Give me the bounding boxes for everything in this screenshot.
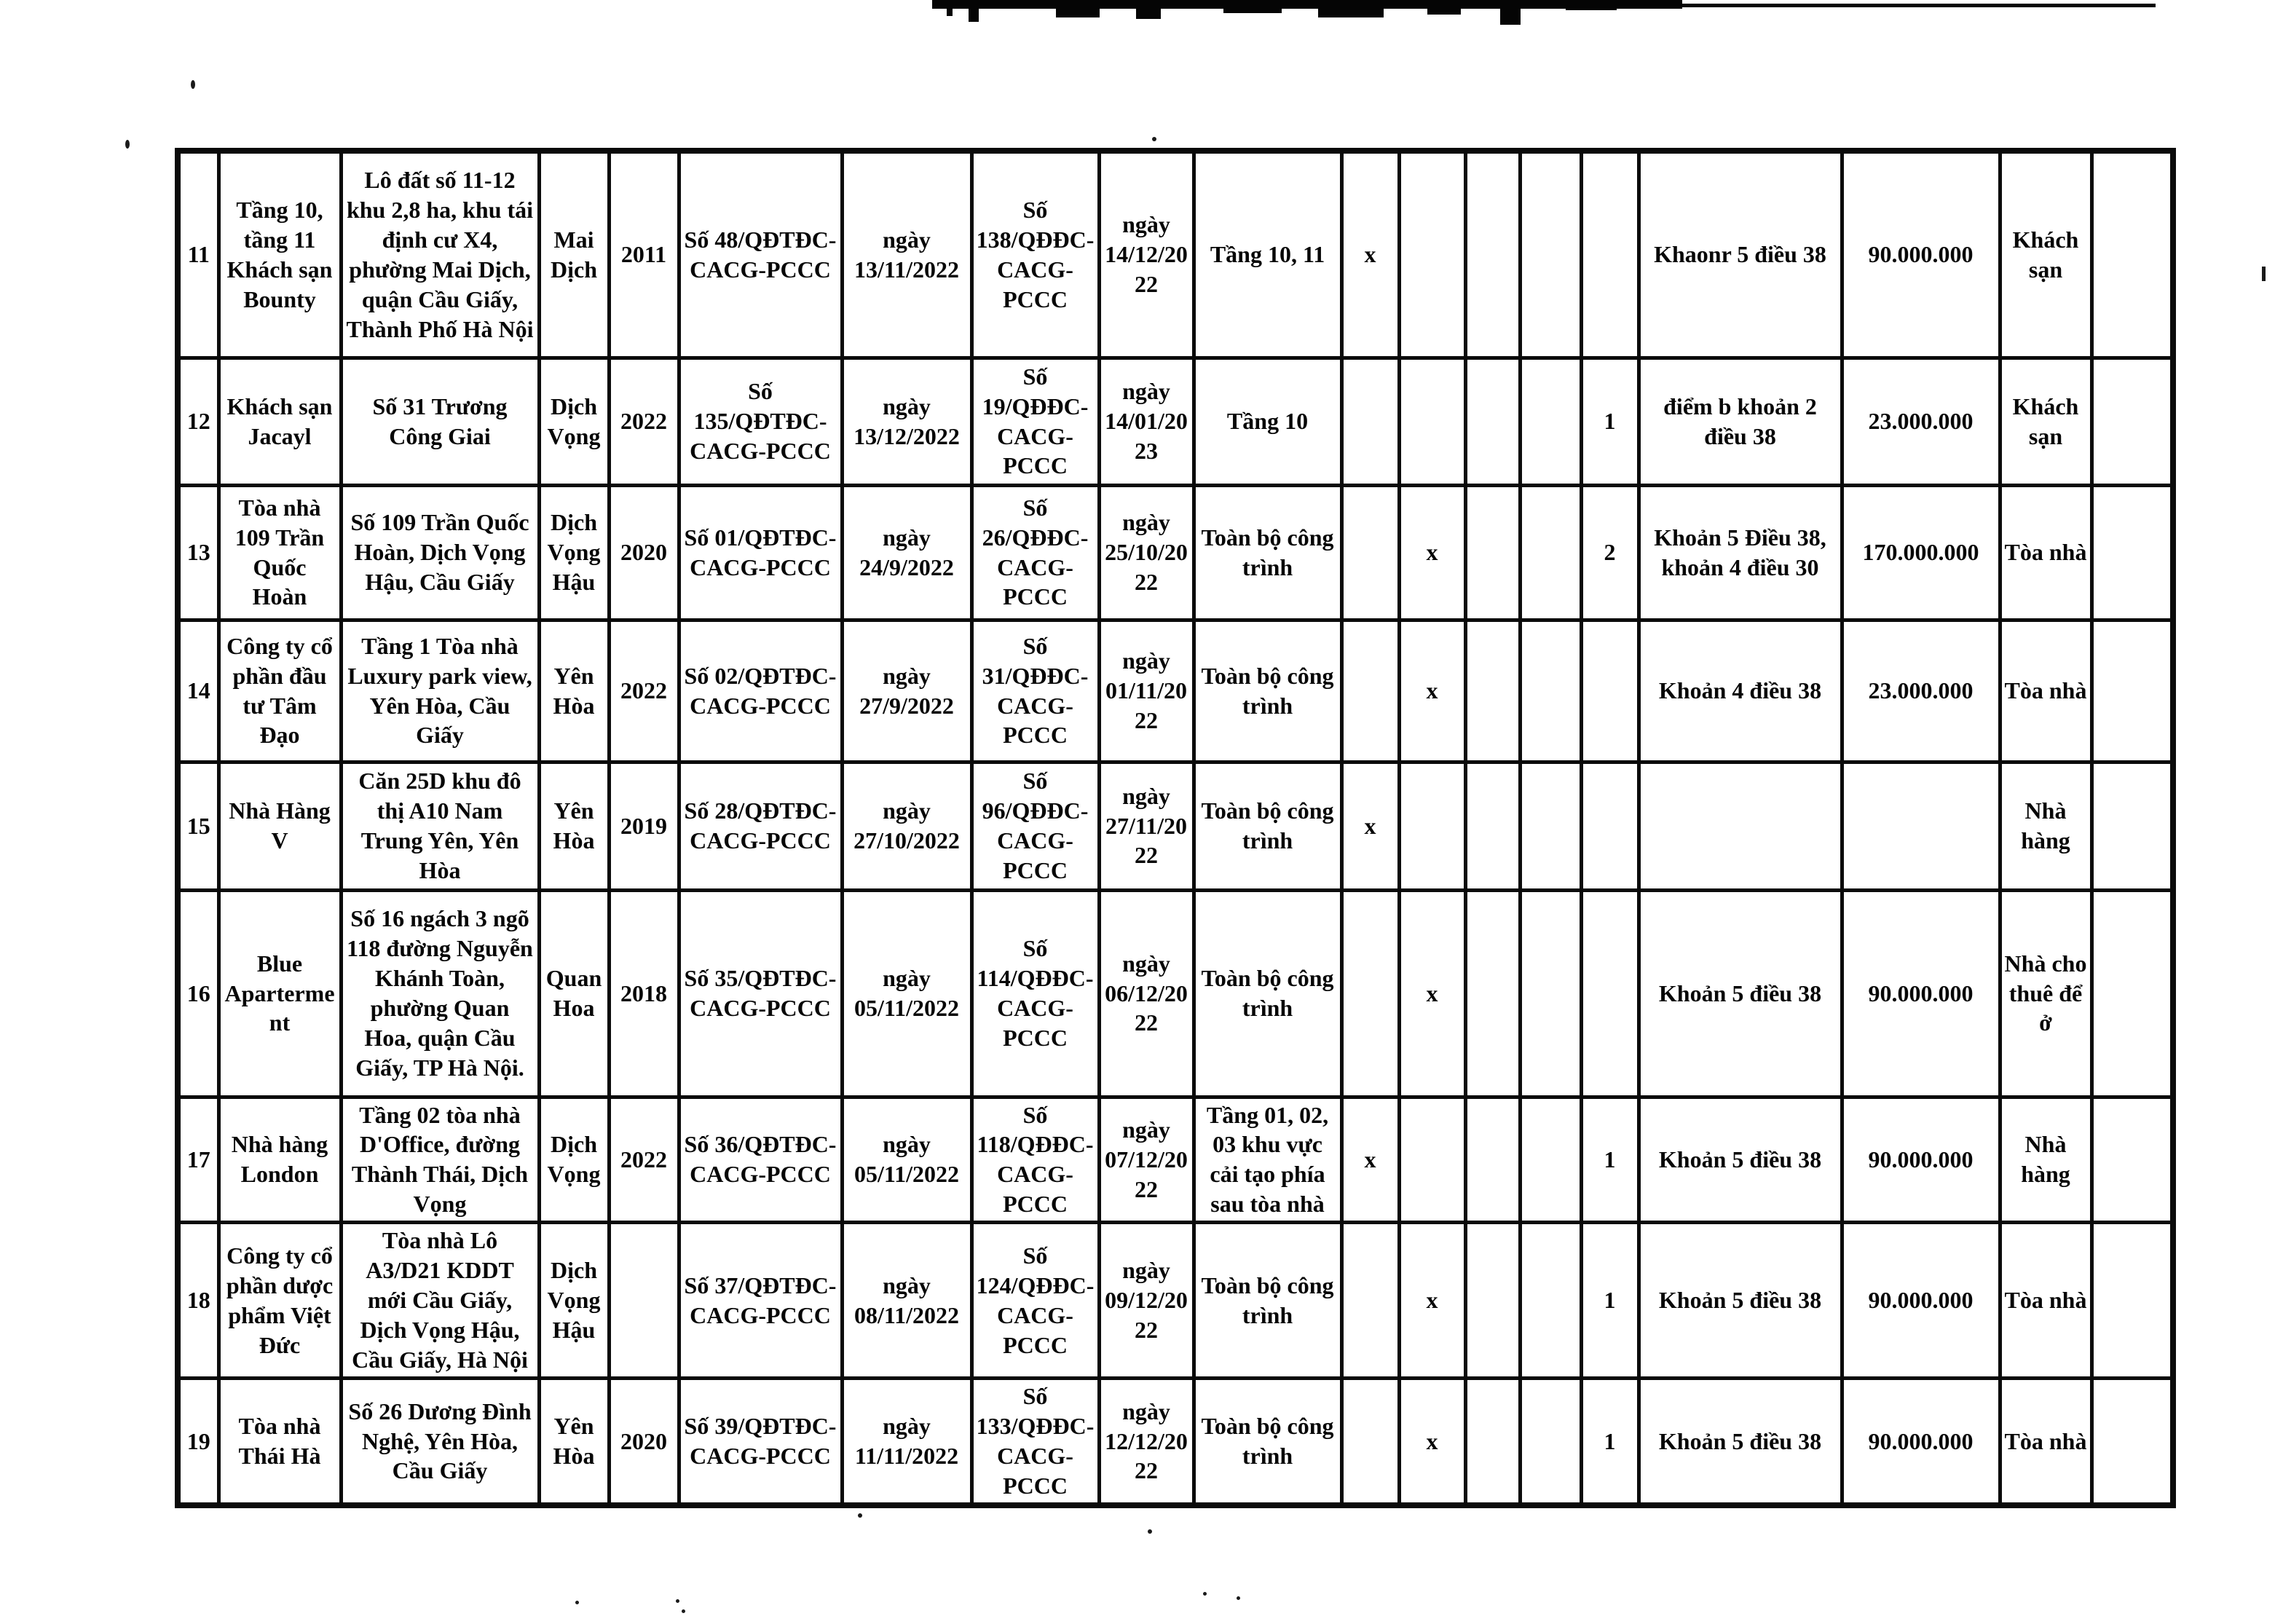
cell-decision2_date: ngày 14/12/2022 (1099, 151, 1194, 358)
cell-decision1_date: ngày 27/10/2022 (842, 762, 971, 890)
cell-year: 2022 (609, 1097, 679, 1223)
cell-mark_d (1520, 151, 1581, 358)
cell-decision2_no: Số 133/QĐĐC-CACG-PCCC (971, 1379, 1099, 1505)
cell-district: Mai Dịch (539, 151, 609, 358)
cell-scope: Toàn bộ công trình (1194, 1223, 1341, 1379)
cell-mark_d (1520, 1097, 1581, 1223)
cell-decision2_date: ngày 12/12/2022 (1099, 1379, 1194, 1505)
cell-decision2_date: ngày 25/10/2022 (1099, 485, 1194, 620)
cell-count (1581, 620, 1639, 762)
scan-speck (191, 80, 195, 89)
cell-count: 2 (1581, 485, 1639, 620)
cell-mark_d (1520, 620, 1581, 762)
cell-address: Số 31 Trương Công Giai (341, 358, 539, 485)
cell-count (1581, 151, 1639, 358)
cell-legal_basis: Khoản 4 điều 38 (1639, 620, 1842, 762)
cell-note (2091, 485, 2173, 620)
cell-mark_b (1399, 358, 1465, 485)
cell-fine_amount: 170.000.000 (1842, 485, 2000, 620)
cell-year: 2020 (609, 485, 679, 620)
table-row (178, 1379, 2173, 1505)
cell-stt: 13 (178, 485, 218, 620)
cell-stt: 19 (178, 1379, 218, 1505)
cell-decision1_no: Số 01/QĐTĐC-CACG-PCCC (679, 485, 842, 620)
cell-note (2091, 762, 2173, 890)
cell-mark_c (1465, 890, 1520, 1097)
cell-mark_b: x (1399, 1223, 1465, 1379)
cell-year: 2022 (609, 620, 679, 762)
cell-decision2_date: ngày 09/12/2022 (1099, 1223, 1194, 1379)
cell-decision2_date: ngày 01/11/2022 (1099, 620, 1194, 762)
cell-name: Nhà hàng London (218, 1097, 341, 1223)
cell-district: Dịch Vọng (539, 1097, 609, 1223)
cell-mark_a: x (1341, 151, 1399, 358)
cell-scope: Toàn bộ công trình (1194, 485, 1341, 620)
scan-artifact-blob (1223, 3, 1282, 13)
cell-count: 1 (1581, 1223, 1639, 1379)
scan-artifact-blob (969, 0, 979, 22)
cell-decision1_date: ngày 24/9/2022 (842, 485, 971, 620)
cell-mark_a (1341, 1379, 1399, 1505)
cell-mark_a (1341, 1223, 1399, 1379)
cell-mark_a: x (1341, 1097, 1399, 1223)
cell-address: Lô đất số 11-12 khu 2,8 ha, khu tái định cư X4, phường Mai Dịch, quận Cầu Giấy, Thành Phố Hà Nội (341, 151, 539, 358)
table-row (178, 762, 2173, 890)
cell-decision2_no: Số 96/QĐĐC-CACG-PCCC (971, 762, 1099, 890)
cell-count: 1 (1581, 358, 1639, 485)
cell-mark_b (1399, 762, 1465, 890)
cell-district: Quan Hoa (539, 890, 609, 1097)
scan-speck (676, 1599, 679, 1603)
cell-name: Tòa nhà Thái Hà (218, 1379, 341, 1505)
scan-speck (1148, 1529, 1152, 1534)
cell-type: Tòa nhà (2000, 485, 2091, 620)
cell-fine_amount: 23.000.000 (1842, 358, 2000, 485)
cell-decision1_no: Số 39/QĐTĐC-CACG-PCCC (679, 1379, 842, 1505)
cell-decision1_date: ngày 13/11/2022 (842, 151, 971, 358)
cell-mark_b: x (1399, 1379, 1465, 1505)
cell-decision2_no: Số 26/QĐĐC-CACG-PCCC (971, 485, 1099, 620)
cell-count: 1 (1581, 1379, 1639, 1505)
cell-note (2091, 890, 2173, 1097)
cell-count (1581, 890, 1639, 1097)
cell-scope: Toàn bộ công trình (1194, 620, 1341, 762)
cell-fine_amount: 90.000.000 (1842, 1223, 2000, 1379)
cell-decision1_date: ngày 05/11/2022 (842, 1097, 971, 1223)
cell-type: Khách sạn (2000, 151, 2091, 358)
cell-stt: 17 (178, 1097, 218, 1223)
cell-note (2091, 1379, 2173, 1505)
table-row (178, 358, 2173, 485)
scan-artifact-blob (1318, 4, 1384, 17)
cell-address: Tầng 02 tòa nhà D'Office, đường Thành Thái, Dịch Vọng (341, 1097, 539, 1223)
cell-address: Tòa nhà Lô A3/D21 KDDT mới Cầu Giấy, Dịch Vọng Hậu, Cầu Giấy, Hà Nội (341, 1223, 539, 1379)
cell-name: Blue Aparterment (218, 890, 341, 1097)
table-row (178, 1097, 2173, 1223)
cell-scope: Tầng 10 (1194, 358, 1341, 485)
cell-type: Tòa nhà (2000, 1223, 2091, 1379)
cell-address: Căn 25D khu đô thị A10 Nam Trung Yên, Yên Hòa (341, 762, 539, 890)
cell-mark_a (1341, 620, 1399, 762)
cell-mark_d (1520, 762, 1581, 890)
scan-speck (858, 1513, 862, 1518)
cell-mark_a (1341, 358, 1399, 485)
scan-speck (682, 1609, 685, 1613)
scan-speck (575, 1601, 579, 1604)
cell-scope: Tầng 10, 11 (1194, 151, 1341, 358)
cell-legal_basis (1639, 762, 1842, 890)
cell-decision1_no: Số 28/QĐTĐC-CACG-PCCC (679, 762, 842, 890)
cell-decision2_date: ngày 14/01/2023 (1099, 358, 1194, 485)
scan-speck (2262, 267, 2266, 281)
records-table-body (178, 151, 2173, 1505)
cell-mark_a: x (1341, 762, 1399, 890)
scan-artifact-blob (1056, 6, 1100, 17)
cell-type: Tòa nhà (2000, 1379, 2091, 1505)
cell-decision1_no: Số 135/QĐTĐC-CACG-PCCC (679, 358, 842, 485)
cell-mark_b: x (1399, 890, 1465, 1097)
cell-name: Công ty cổ phần đầu tư Tâm Đạo (218, 620, 341, 762)
cell-decision2_no: Số 19/QĐĐC-CACG-PCCC (971, 358, 1099, 485)
cell-scope: Toàn bộ công trình (1194, 1379, 1341, 1505)
cell-note (2091, 1097, 2173, 1223)
cell-mark_b: x (1399, 485, 1465, 620)
cell-year: 2019 (609, 762, 679, 890)
cell-legal_basis: Khoản 5 điều 38 (1639, 1097, 1842, 1223)
scan-artifact-blob (1500, 0, 1521, 25)
cell-type: Tòa nhà (2000, 620, 2091, 762)
cell-mark_d (1520, 1379, 1581, 1505)
cell-scope: Tầng 01, 02, 03 khu vực cải tạo phía sau tòa nhà (1194, 1097, 1341, 1223)
cell-year: 2022 (609, 358, 679, 485)
cell-note (2091, 620, 2173, 762)
scan-speck (125, 140, 130, 149)
cell-decision1_date: ngày 08/11/2022 (842, 1223, 971, 1379)
cell-type: Nhà hàng (2000, 1097, 2091, 1223)
cell-mark_c (1465, 485, 1520, 620)
cell-legal_basis: Khoản 5 Điều 38, khoản 4 điều 30 (1639, 485, 1842, 620)
cell-mark_b (1399, 151, 1465, 358)
scan-artifact-line (1675, 4, 2156, 7)
cell-stt: 14 (178, 620, 218, 762)
cell-decision2_date: ngày 07/12/2022 (1099, 1097, 1194, 1223)
cell-type: Nhà cho thuê để ở (2000, 890, 2091, 1097)
cell-decision1_date: ngày 05/11/2022 (842, 890, 971, 1097)
cell-decision1_no: Số 48/QĐTĐC-CACG-PCCC (679, 151, 842, 358)
cell-mark_c (1465, 358, 1520, 485)
cell-mark_c (1465, 762, 1520, 890)
cell-decision1_date: ngày 27/9/2022 (842, 620, 971, 762)
cell-note (2091, 1223, 2173, 1379)
cell-fine_amount: 90.000.000 (1842, 890, 2000, 1097)
cell-decision2_no: Số 118/QĐĐC-CACG-PCCC (971, 1097, 1099, 1223)
cell-decision2_date: ngày 06/12/2022 (1099, 890, 1194, 1097)
cell-decision2_no: Số 138/QĐĐC-CACG-PCCC (971, 151, 1099, 358)
table-row (178, 151, 2173, 358)
cell-legal_basis: Khaonr 5 điều 38 (1639, 151, 1842, 358)
scan-speck (1152, 137, 1156, 141)
cell-note (2091, 151, 2173, 358)
cell-district: Dịch Vọng Hậu (539, 1223, 609, 1379)
cell-mark_a (1341, 485, 1399, 620)
cell-legal_basis: Khoản 5 điều 38 (1639, 890, 1842, 1097)
cell-year: 2020 (609, 1379, 679, 1505)
table-row (178, 1223, 2173, 1379)
cell-mark_c (1465, 1097, 1520, 1223)
cell-district: Dịch Vọng (539, 358, 609, 485)
cell-decision1_no: Số 02/QĐTĐC-CACG-PCCC (679, 620, 842, 762)
cell-year (609, 1223, 679, 1379)
cell-stt: 11 (178, 151, 218, 358)
scan-speck (1203, 1592, 1207, 1596)
cell-mark_d (1520, 890, 1581, 1097)
scan-speck (1237, 1596, 1240, 1600)
cell-address: Số 16 ngách 3 ngõ 118 đường Nguyễn Khánh Toàn, phường Quan Hoa, quận Cầu Giấy, TP Hà Nội. (341, 890, 539, 1097)
cell-legal_basis: điểm b khoản 2 điều 38 (1639, 358, 1842, 485)
cell-mark_c (1465, 1223, 1520, 1379)
cell-decision1_date: ngày 11/11/2022 (842, 1379, 971, 1505)
cell-address: Số 26 Dương Đình Nghệ, Yên Hòa, Cầu Giấy (341, 1379, 539, 1505)
cell-district: Dịch Vọng Hậu (539, 485, 609, 620)
cell-fine_amount: 23.000.000 (1842, 620, 2000, 762)
cell-mark_c (1465, 620, 1520, 762)
cell-address: Số 109 Trần Quốc Hoàn, Dịch Vọng Hậu, Cầu Giấy (341, 485, 539, 620)
table-row (178, 620, 2173, 762)
cell-mark_b (1399, 1097, 1465, 1223)
cell-mark_c (1465, 151, 1520, 358)
table-row (178, 485, 2173, 620)
cell-stt: 15 (178, 762, 218, 890)
cell-decision1_date: ngày 13/12/2022 (842, 358, 971, 485)
cell-decision1_no: Số 35/QĐTĐC-CACG-PCCC (679, 890, 842, 1097)
cell-count: 1 (1581, 1097, 1639, 1223)
cell-legal_basis: Khoản 5 điều 38 (1639, 1379, 1842, 1505)
cell-year: 2011 (609, 151, 679, 358)
cell-mark_b: x (1399, 620, 1465, 762)
cell-district: Yên Hòa (539, 762, 609, 890)
cell-mark_d (1520, 1223, 1581, 1379)
cell-fine_amount (1842, 762, 2000, 890)
cell-name: Nhà Hàng V (218, 762, 341, 890)
cell-decision1_no: Số 37/QĐTĐC-CACG-PCCC (679, 1223, 842, 1379)
records-table (175, 148, 2176, 1508)
cell-stt: 12 (178, 358, 218, 485)
cell-mark_a (1341, 890, 1399, 1097)
scan-artifact-blob (947, 0, 953, 16)
cell-stt: 16 (178, 890, 218, 1097)
cell-note (2091, 358, 2173, 485)
cell-year: 2018 (609, 890, 679, 1097)
cell-district: Yên Hòa (539, 1379, 609, 1505)
cell-type: Nhà hàng (2000, 762, 2091, 890)
scan-artifact-blob (1566, 1, 1617, 10)
cell-legal_basis: Khoản 5 điều 38 (1639, 1223, 1842, 1379)
cell-fine_amount: 90.000.000 (1842, 1379, 2000, 1505)
cell-decision2_date: ngày 27/11/2022 (1099, 762, 1194, 890)
cell-address: Tầng 1 Tòa nhà Luxury park view, Yên Hòa, Cầu Giấy (341, 620, 539, 762)
table-row (178, 890, 2173, 1097)
cell-decision2_no: Số 31/QĐĐC-CACG-PCCC (971, 620, 1099, 762)
cell-fine_amount: 90.000.000 (1842, 1097, 2000, 1223)
cell-count (1581, 762, 1639, 890)
cell-stt: 18 (178, 1223, 218, 1379)
cell-fine_amount: 90.000.000 (1842, 151, 2000, 358)
cell-name: Khách sạn Jacayl (218, 358, 341, 485)
cell-type: Khách sạn (2000, 358, 2091, 485)
cell-decision2_no: Số 114/QĐĐC-CACG-PCCC (971, 890, 1099, 1097)
cell-decision1_no: Số 36/QĐTĐC-CACG-PCCC (679, 1097, 842, 1223)
cell-name: Tầng 10, tầng 11 Khách sạn Bounty (218, 151, 341, 358)
cell-name: Công ty cổ phần dược phẩm Việt Đức (218, 1223, 341, 1379)
cell-scope: Toàn bộ công trình (1194, 762, 1341, 890)
cell-mark_c (1465, 1379, 1520, 1505)
cell-scope: Toàn bộ công trình (1194, 890, 1341, 1097)
cell-mark_d (1520, 485, 1581, 620)
scan-artifact-blob (1136, 4, 1161, 19)
cell-mark_d (1520, 358, 1581, 485)
cell-name: Tòa nhà 109 Trần Quốc Hoàn (218, 485, 341, 620)
scan-artifact-blob (1427, 3, 1461, 15)
cell-district: Yên Hòa (539, 620, 609, 762)
cell-decision2_no: Số 124/QĐĐC-CACG-PCCC (971, 1223, 1099, 1379)
